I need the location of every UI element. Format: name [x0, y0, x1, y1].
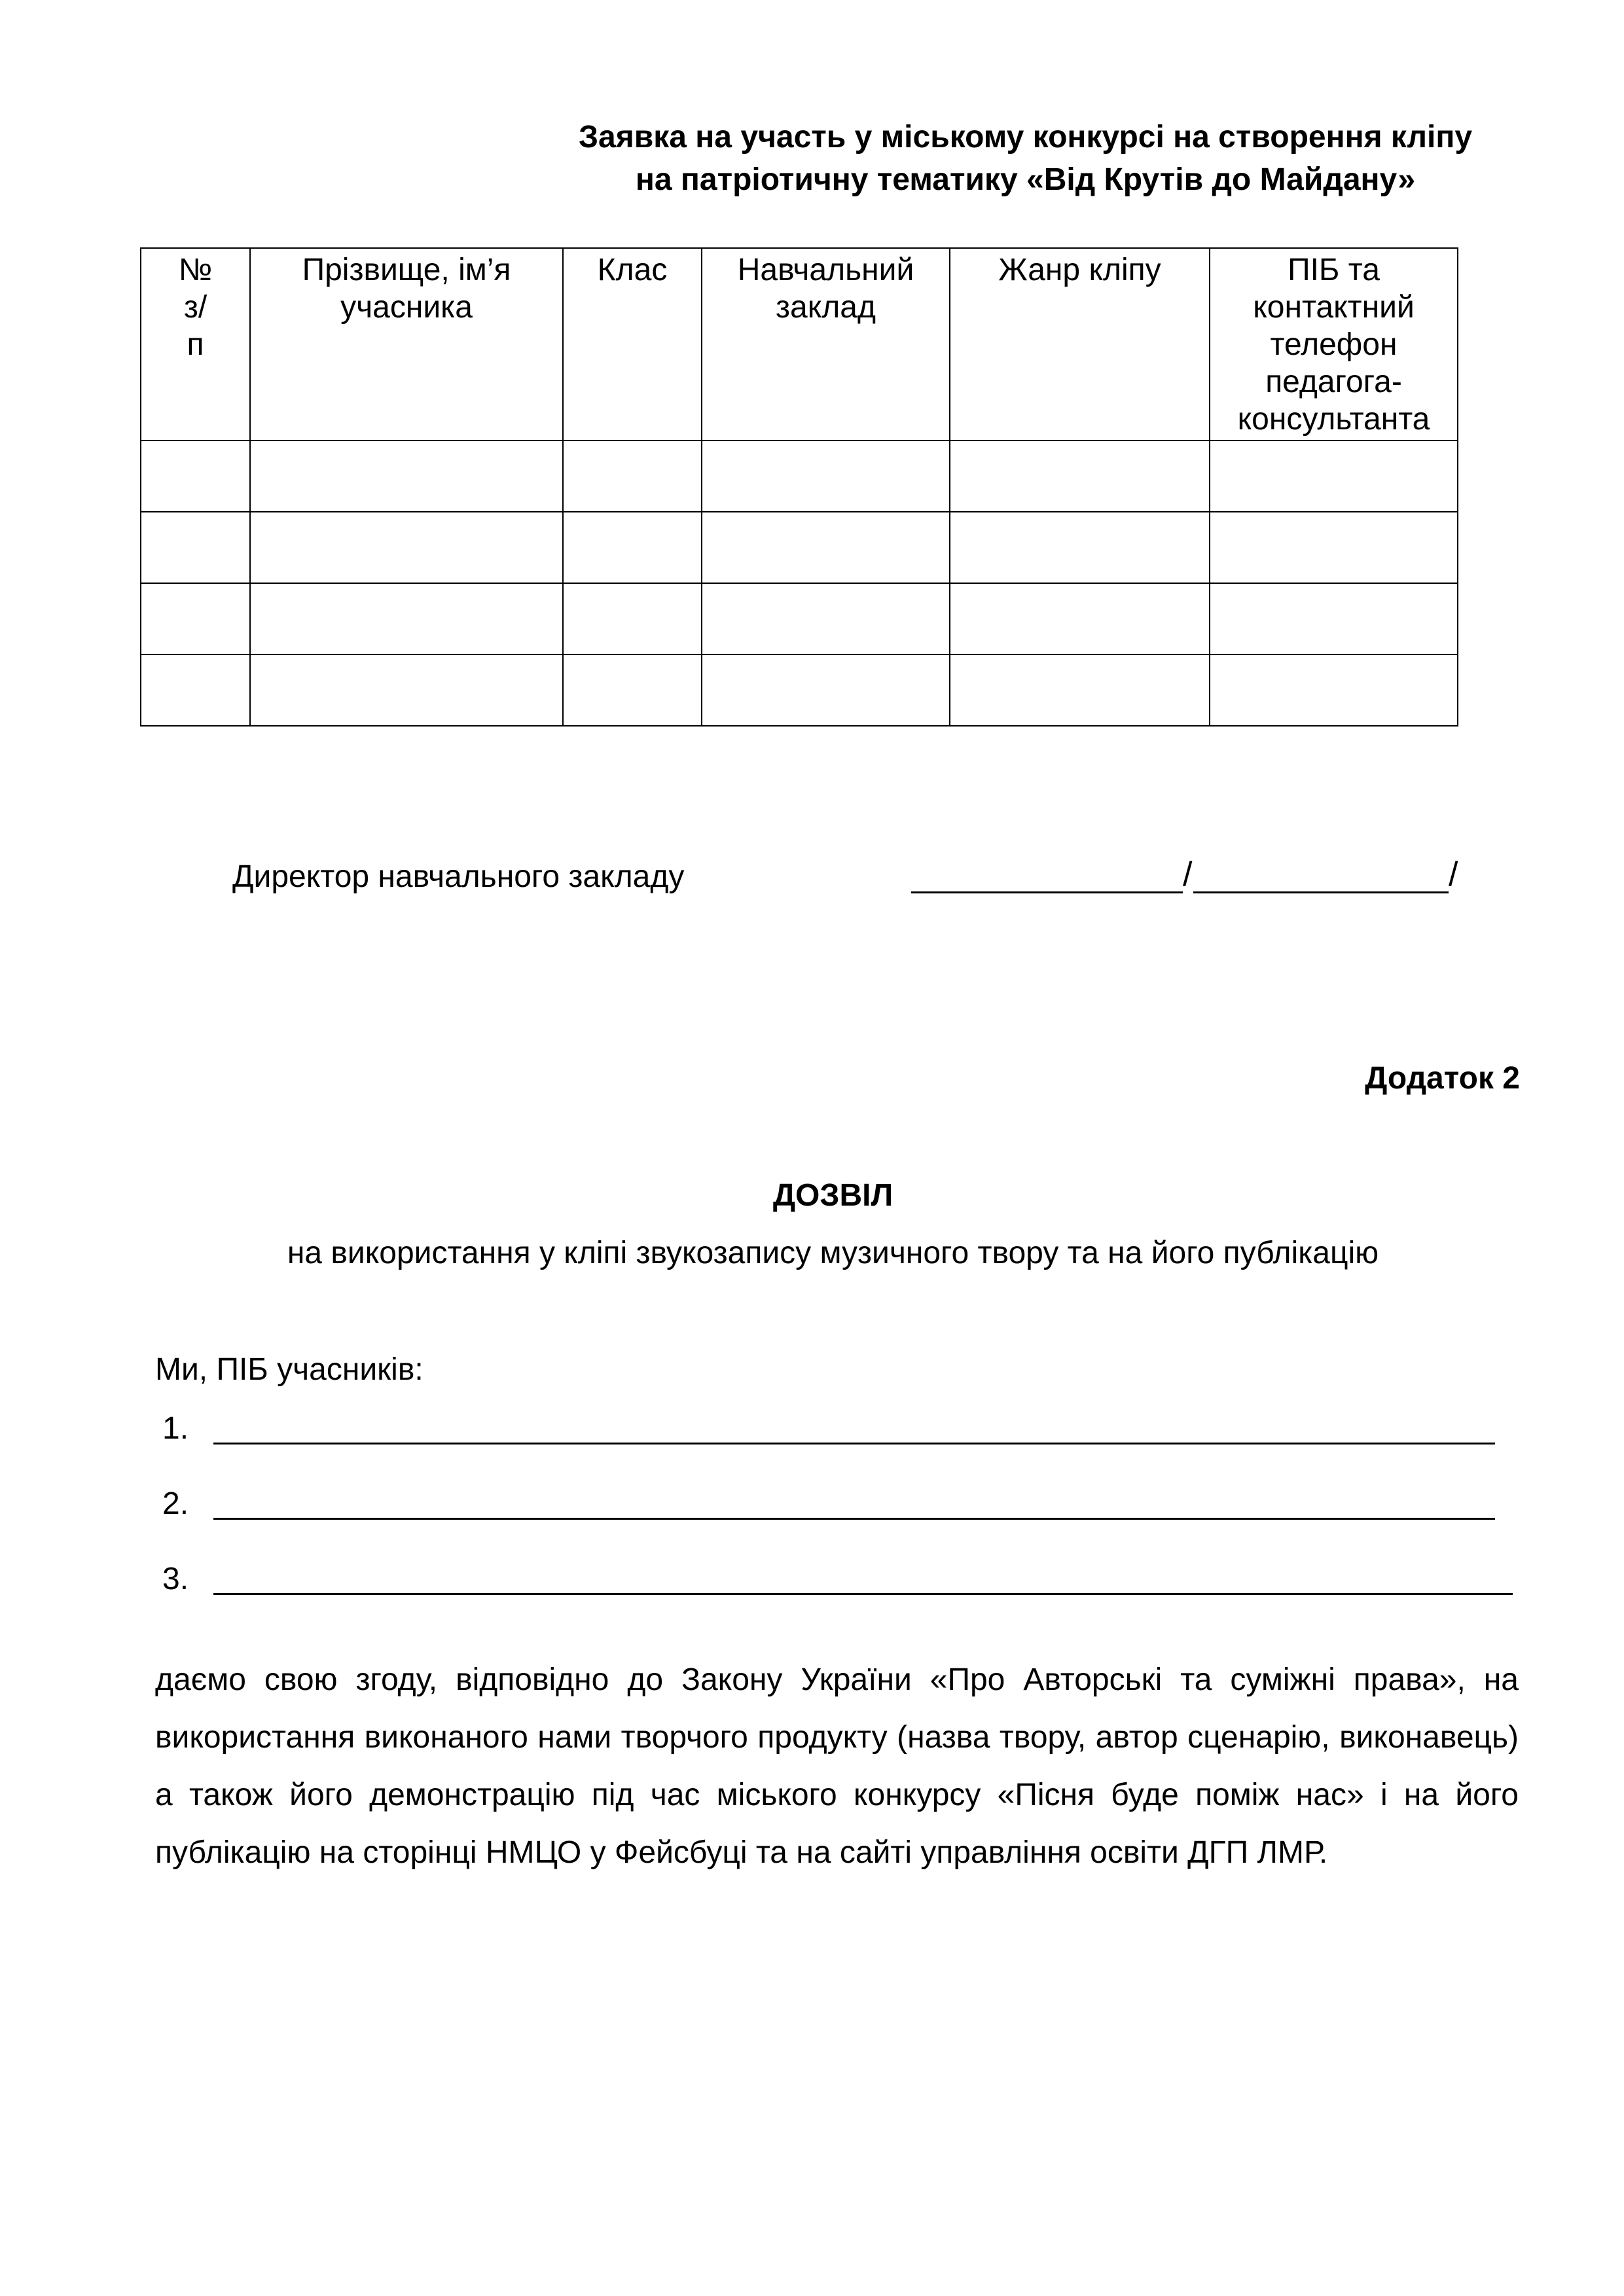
- cell-school[interactable]: [702, 655, 950, 726]
- participant-name-field[interactable]: [213, 1443, 1495, 1444]
- cell-participant-name[interactable]: [250, 440, 563, 512]
- header-school: Навчальний заклад: [702, 248, 950, 440]
- participant-name-field[interactable]: [213, 1593, 1513, 1595]
- cell-number[interactable]: [141, 583, 250, 655]
- participant-number: 3.: [162, 1562, 189, 1596]
- cell-class[interactable]: [563, 512, 702, 583]
- cell-clip-genre[interactable]: [950, 583, 1210, 655]
- application-table: [140, 247, 1458, 726]
- cell-class[interactable]: [563, 440, 702, 512]
- permit-title: ДОЗВІЛ: [772, 1178, 893, 1213]
- cell-clip-genre[interactable]: [950, 440, 1210, 512]
- cell-class[interactable]: [563, 655, 702, 726]
- header-number: № з/п: [141, 248, 250, 440]
- consent-paragraph: даємо свою згоду, відповідно до Закону України «Про Авторські та суміжні права», на використання виконаного нами творчого продукту (назва твору, автор сценарію, виконавець) а також його демонстрацію під час міського конкурсу «Пісня буде поміж нас» і на його публікацію на сторінці НМЦО у Фейсбуці та на сайті управління освіти ДГП ЛМР.: [155, 1662, 1519, 1870]
- table-row: [141, 512, 1458, 583]
- table-row: [141, 655, 1458, 726]
- cell-number[interactable]: [141, 440, 250, 512]
- cell-clip-genre[interactable]: [950, 655, 1210, 726]
- participant-name-field[interactable]: [213, 1518, 1495, 1520]
- cell-teacher-contact[interactable]: [1210, 583, 1458, 655]
- director-signature-label: Директор навчального закладу: [232, 859, 685, 894]
- header-class: Клас: [563, 248, 702, 440]
- table-row: [141, 583, 1458, 655]
- cell-number[interactable]: [141, 655, 250, 726]
- application-title-line2: на патріотичну тематику «Від Крутів до Майдану»: [635, 162, 1416, 197]
- signature-closing-slash: /: [1449, 855, 1458, 893]
- table-row: [141, 440, 1458, 512]
- header-teacher-contact: ПІБ та контактний телефон педагога-консультанта: [1210, 248, 1458, 440]
- cell-participant-name[interactable]: [250, 655, 563, 726]
- cell-school[interactable]: [702, 440, 950, 512]
- header-clip-genre: Жанр кліпу: [950, 248, 1210, 440]
- cell-number[interactable]: [141, 512, 250, 583]
- cell-school[interactable]: [702, 583, 950, 655]
- header-participant-name: Прізвище, ім’я учасника: [250, 248, 563, 440]
- cell-participant-name[interactable]: [250, 512, 563, 583]
- signature-separator: /: [1183, 855, 1193, 893]
- application-title-line1: Заявка на участь у міському конкурсі на створення кліпу: [578, 120, 1473, 154]
- cell-class[interactable]: [563, 583, 702, 655]
- table-header-row: [141, 248, 1458, 440]
- cell-participant-name[interactable]: [250, 583, 563, 655]
- annex-label: Додаток 2: [1365, 1061, 1520, 1096]
- director-name-field[interactable]: [1193, 891, 1449, 893]
- cell-school[interactable]: [702, 512, 950, 583]
- participant-number: 1.: [162, 1411, 189, 1446]
- cell-clip-genre[interactable]: [950, 512, 1210, 583]
- cell-teacher-contact[interactable]: [1210, 440, 1458, 512]
- director-signature-field[interactable]: [911, 891, 1183, 893]
- cell-teacher-contact[interactable]: [1210, 655, 1458, 726]
- cell-teacher-contact[interactable]: [1210, 512, 1458, 583]
- permit-subtitle: на використання у кліпі звукозапису музичного твору та на його публікацію: [287, 1236, 1379, 1270]
- participants-label: Ми, ПІБ учасників:: [155, 1352, 424, 1387]
- participant-number: 2.: [162, 1486, 189, 1521]
